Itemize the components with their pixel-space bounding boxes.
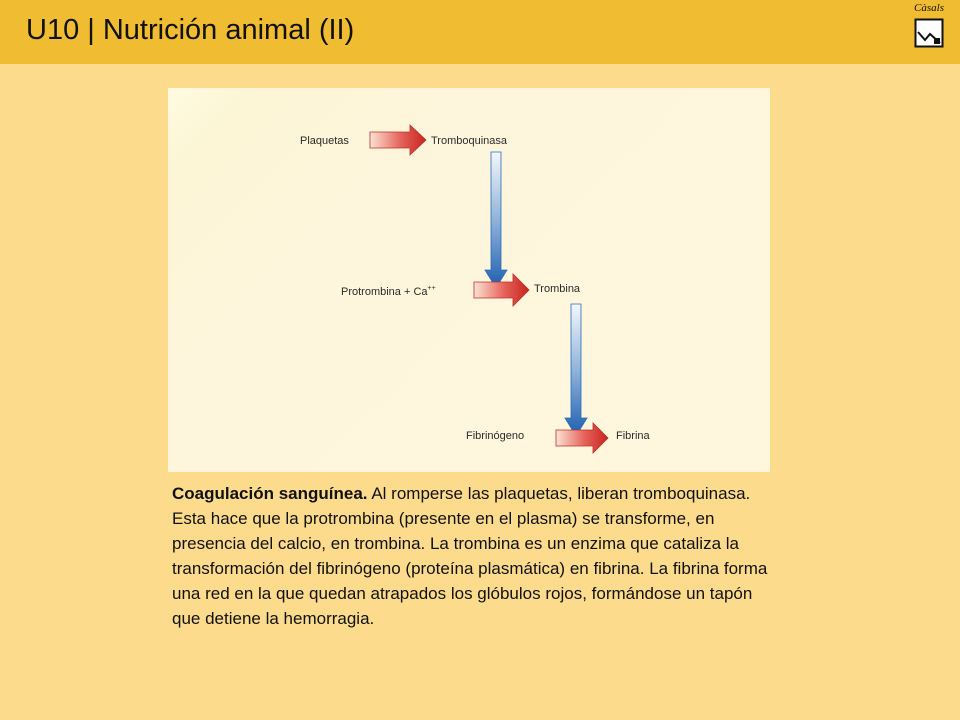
- caption-title: Coagulación sanguínea.: [172, 484, 368, 503]
- slide-title: U10 | Nutrición animal (II): [26, 14, 355, 46]
- red-arrow-1: [370, 125, 426, 155]
- caption: [172, 481, 772, 631]
- label-trombina: Trombina: [534, 283, 581, 295]
- diagram-panel: [168, 88, 770, 472]
- protrombina-text: Protrombina + Ca: [341, 286, 428, 298]
- label-tromboquinasa: Tromboquinasa: [431, 135, 508, 147]
- calcium-superscript: ++: [427, 285, 436, 292]
- coagulation-diagram: [168, 88, 770, 472]
- label-fibrina: Fibrina: [616, 430, 650, 442]
- header-bar: [0, 0, 960, 64]
- logo-chart-icon: [914, 18, 944, 48]
- label-protrombina: [341, 285, 436, 298]
- red-arrow-3: [556, 423, 608, 453]
- caption-text: Al romperse las plaquetas, liberan tromboquinasa. Esta hace que la protrombina (presente en el plasma) se transforme, en presencia del calcio, en trombina. La trombina es un enzima que cataliza la transformación del fibrinógeno (proteína plasmática) en fibrina. La fibrina forma una red en la que quedan atrapados los glóbulos rojos, formándose un tapón que detiene la hemorragia.: [172, 484, 768, 628]
- logo-text: Càsals: [914, 2, 944, 14]
- blue-arrow-1: [485, 152, 507, 288]
- blue-arrow-2: [565, 304, 587, 436]
- casals-logo: [908, 2, 950, 52]
- label-fibrinogeno: Fibrinógeno: [466, 430, 525, 442]
- label-plaquetas: Plaquetas: [300, 135, 349, 147]
